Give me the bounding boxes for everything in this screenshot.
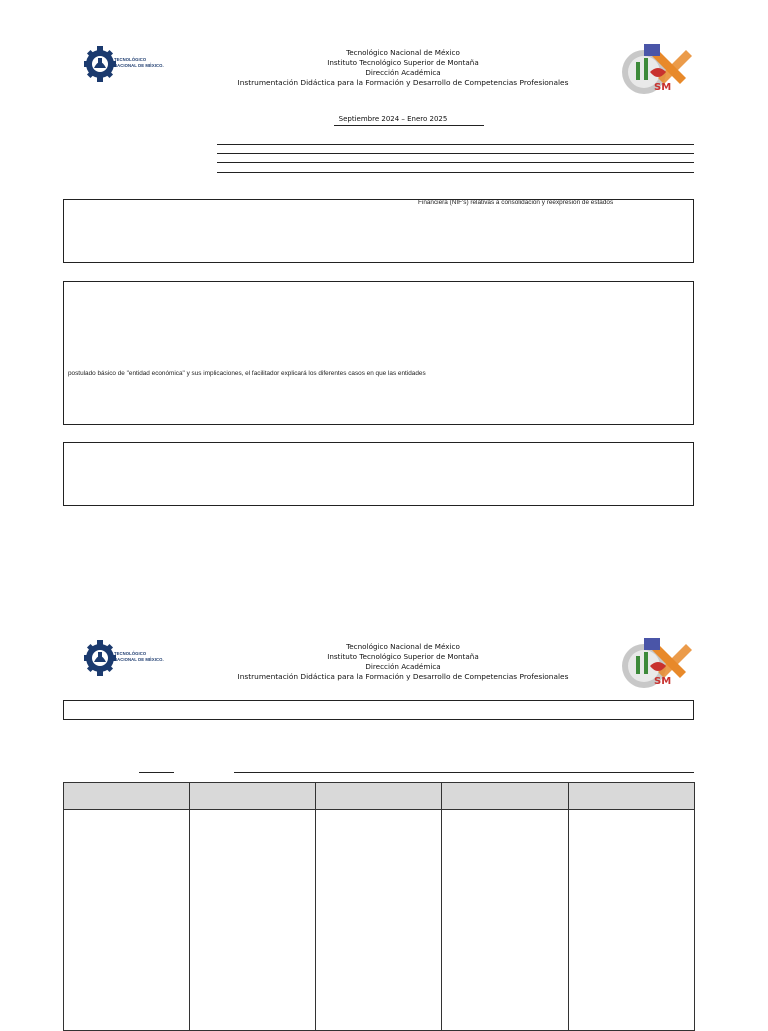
institution-line3: Dirección Académica — [365, 68, 441, 77]
table-header-cell — [569, 783, 695, 810]
table-header-cell — [442, 783, 569, 810]
logo-sm-text: SM — [654, 676, 672, 687]
itsm-logo-page2 — [614, 636, 694, 692]
tecnm-logo-page2 — [84, 638, 174, 680]
table-cell — [190, 810, 316, 1031]
tecnm-logo — [84, 44, 174, 86]
itsm-logo — [614, 42, 694, 98]
logo-text-line2: NACIONAL DE MÉXICO. — [114, 62, 164, 68]
itsm-emblem-icon — [614, 636, 694, 692]
table-cell — [316, 810, 442, 1031]
table-header-cell — [316, 783, 442, 810]
school-period: Septiembre 2024 – Enero 2025 — [338, 115, 448, 123]
field-line-3 — [217, 162, 694, 163]
institution-line3: Dirección Académica — [365, 662, 441, 671]
logo-text-line1: TECNOLÓGICO — [114, 57, 147, 62]
page2-header-block — [200, 642, 606, 682]
field-line-4 — [217, 172, 694, 173]
institution-line2: Instituto Tecnológico Superior de Montaña — [327, 652, 479, 661]
table-header-row — [64, 783, 695, 810]
unit-name-line — [234, 772, 694, 773]
table-header-cell — [190, 783, 316, 810]
itsm-emblem-icon — [614, 42, 694, 98]
table-cell — [569, 810, 695, 1031]
institution-line1: Tecnológico Nacional de México — [346, 48, 460, 57]
competency-box — [63, 442, 694, 506]
didactic-intention-box — [63, 281, 694, 425]
document-title: Instrumentación Didáctica para la Formación y Desarrollo de Competencias Profesionales — [237, 672, 569, 681]
subject-characterization-box — [63, 199, 694, 263]
characterization-text: Financiera (NIF's) relativas a consolidación y reexpresión de estados — [418, 199, 614, 206]
table-cell — [442, 810, 569, 1031]
didactic-intention-text: postulado básico de "entidad económica" y sus implicaciones, el facilitador explicará los diferentes casos en que las entidades — [68, 370, 426, 377]
table-cell — [64, 810, 190, 1031]
activities-table — [63, 782, 695, 1031]
institution-line1: Tecnológico Nacional de México — [346, 642, 460, 651]
unit-number-line — [139, 772, 174, 773]
table-row — [64, 810, 695, 1031]
table-header-cell — [64, 783, 190, 810]
field-line-2 — [217, 153, 694, 154]
page1-header-block — [200, 48, 606, 88]
document-title: Instrumentación Didáctica para la Formación y Desarrollo de Competencias Profesionales — [237, 78, 569, 87]
gear-emblem-icon — [84, 638, 116, 678]
period-underline — [334, 125, 484, 126]
logo-text-line2: NACIONAL DE MÉXICO. — [114, 656, 164, 662]
field-line-1 — [217, 144, 694, 145]
page2-title-box — [63, 700, 694, 720]
logo-sm-text: SM — [654, 82, 672, 93]
gear-emblem-icon — [84, 44, 116, 84]
logo-text-line1: TECNOLÓGICO — [114, 651, 147, 656]
institution-line2: Instituto Tecnológico Superior de Montaña — [327, 58, 479, 67]
